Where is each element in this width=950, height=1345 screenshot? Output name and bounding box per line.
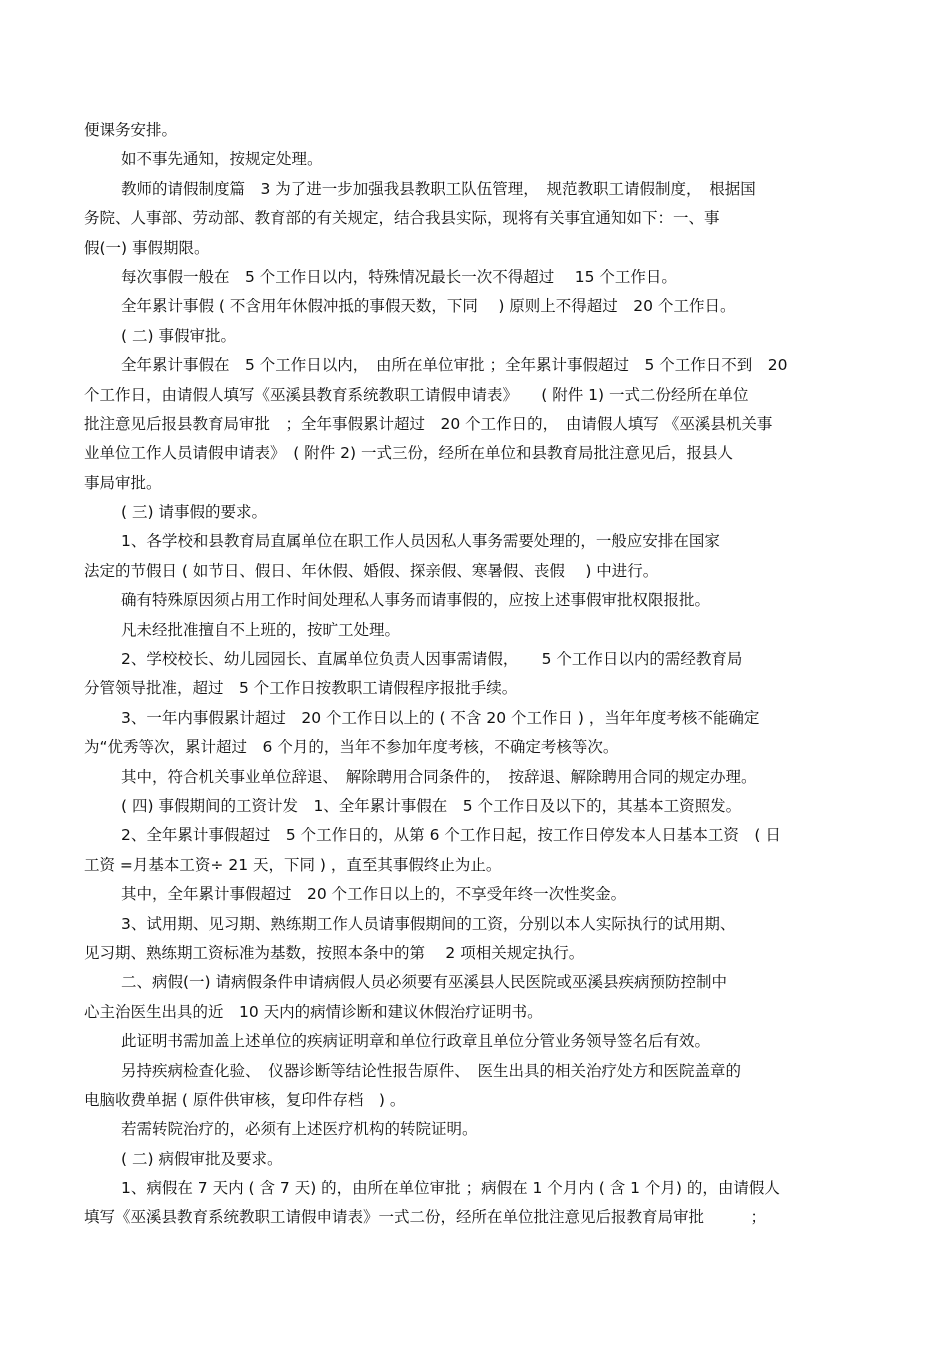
document-line: 此证明书需加盖上述单位的疾病证明章和单位行政章且单位分管业务领导签名后有效。 [121, 1032, 711, 1051]
document-line: 其中，符合机关事业单位辞退、 解除聘用合同条件的， 按辞退、解除聘用合同的规定办理。 [121, 767, 757, 786]
document-line: 凡未经批准擅自不上班的，按旷工处理。 [121, 620, 401, 639]
document-line: 另持疾病检查化验、 仪器诊断等结论性报告原件、 医生出具的相关治疗处方和医院盖章的 [121, 1061, 742, 1080]
document-line: 电脑收费单据 ( 原件供审核，复印件存档 ) 。 [84, 1090, 406, 1109]
document-line: 3、一年内事假累计超过 20 个工作日以上的 ( 不含 20 个工作日 ) ，当年年度考核不能确定 [121, 708, 760, 727]
document-line: ( 二) 病假审批及要求。 [121, 1149, 283, 1168]
document-line: 全年累计事假 ( 不含用年休假冲抵的事假天数，下同 ) 原则上不得超过 20 个工作日。 [121, 297, 736, 316]
document-line: 若需转院治疗的，必须有上述医疗机构的转院证明。 [121, 1120, 478, 1139]
document-body [84, 116, 874, 1233]
document-line: 个工作日，由请假人填写《巫溪县教育系统教职工请假申请表》 ( 附件 1) 一式二份经所在单位 [84, 385, 749, 404]
document-line: 便课务安排。 [84, 121, 178, 139]
document-line: 如不事先通知，按规定处理。 [121, 150, 323, 169]
document-line: 假(一) 事假期限。 [84, 238, 210, 257]
document-line: 2、全年累计事假超过 5 个工作日的，从第 6 个工作日起，按工作日停发本人日基本工资 ( 日 [121, 826, 781, 845]
document-line: 批注意见后报县教育局审批 ；全年事假累计超过 20 个工作日的， 由请假人填写 《巫溪县机关事 [84, 414, 773, 433]
document-line: 教师的请假制度篇 3 为了进一步加强我县教职工队伍管理， 规范教职工请假制度， 根据国 [121, 179, 756, 198]
document-line: 工资 =月基本工资÷ 21 天，下同 ) ，直至其事假终止为止。 [84, 855, 502, 874]
document-line: ( 二) 事假审批。 [121, 326, 236, 345]
document-line: 法定的节假日 ( 如节日、假日、年休假、婚假、探亲假、寒暑假、丧假 ) 中进行。 [84, 561, 659, 580]
document-line: 业单位工作人员请假申请表》 ( 附件 2) 一式三份，经所在单位和县教育局批注意见后，报县人 [84, 444, 733, 463]
document-line: 1、病假在 7 天内 ( 含 7 天) 的，由所在单位审批 ；病假在 1 个月内 ( 含 1 个月) 的，由请假人 [121, 1179, 780, 1198]
document-line: ( 三) 请事假的要求。 [121, 503, 267, 522]
document-line: 见习期、熟练期工资标准为基数，按照本条中的第 2 项相关规定执行。 [84, 943, 585, 962]
document-line: 3、试用期、见习期、熟练期工作人员请事假期间的工资，分别以本人实际执行的试用期、 [121, 914, 736, 933]
document-line: 分管领导批准，超过 5 个工作日按教职工请假程序报批手续。 [84, 679, 518, 698]
document-line: ( 四) 事假期间的工资计发 1、全年累计事假在 5 个工作日及以下的，其基本工资照发。 [121, 796, 742, 815]
document-line: 事局审批。 [84, 473, 162, 492]
document-line: 其中，全年累计事假超过 20 个工作日以上的，不享受年终一次性奖金。 [121, 885, 627, 904]
document-line: 心主治医生出具的近 10 天内的病情诊断和建议休假治疗证明书。 [84, 1002, 543, 1021]
document-line: 1、各学校和县教育局直属单位在职工作人员因私人事务需要处理的，一般应安排在国家 [121, 532, 720, 551]
document-line: 全年累计事假在 5 个工作日以内， 由所在单位审批 ；全年累计事假超过 5 个工作日不到 20 [121, 356, 788, 375]
document-line: 每次事假一般在 5 个工作日以内，特殊情况最长一次不得超过 15 个工作日。 [121, 267, 677, 286]
document-line: 填写《巫溪县教育系统教职工请假申请表》一式二份，经所在单位批注意见后报教育局审批 ； [84, 1208, 767, 1227]
document-line: 确有特殊原因须占用工作时间处理私人事务而请事假的，应按上述事假审批权限报批。 [121, 591, 711, 610]
document-line: 2、学校校长、幼儿园园长、直属单位负责人因事需请假， 5 个工作日以内的需经教育局 [121, 650, 743, 669]
document-line: 为“优秀等次，累计超过 6 个月的，当年不参加年度考核，不确定考核等次。 [84, 738, 619, 757]
document-line: 务院、人事部、劳动部、教育部的有关规定，结合我县实际，现将有关事宜通知如下：一、事 [84, 209, 720, 228]
document-line: 二、病假(一) 请病假条件申请病假人员必须要有巫溪县人民医院或巫溪县疾病预防控制中 [121, 973, 728, 992]
